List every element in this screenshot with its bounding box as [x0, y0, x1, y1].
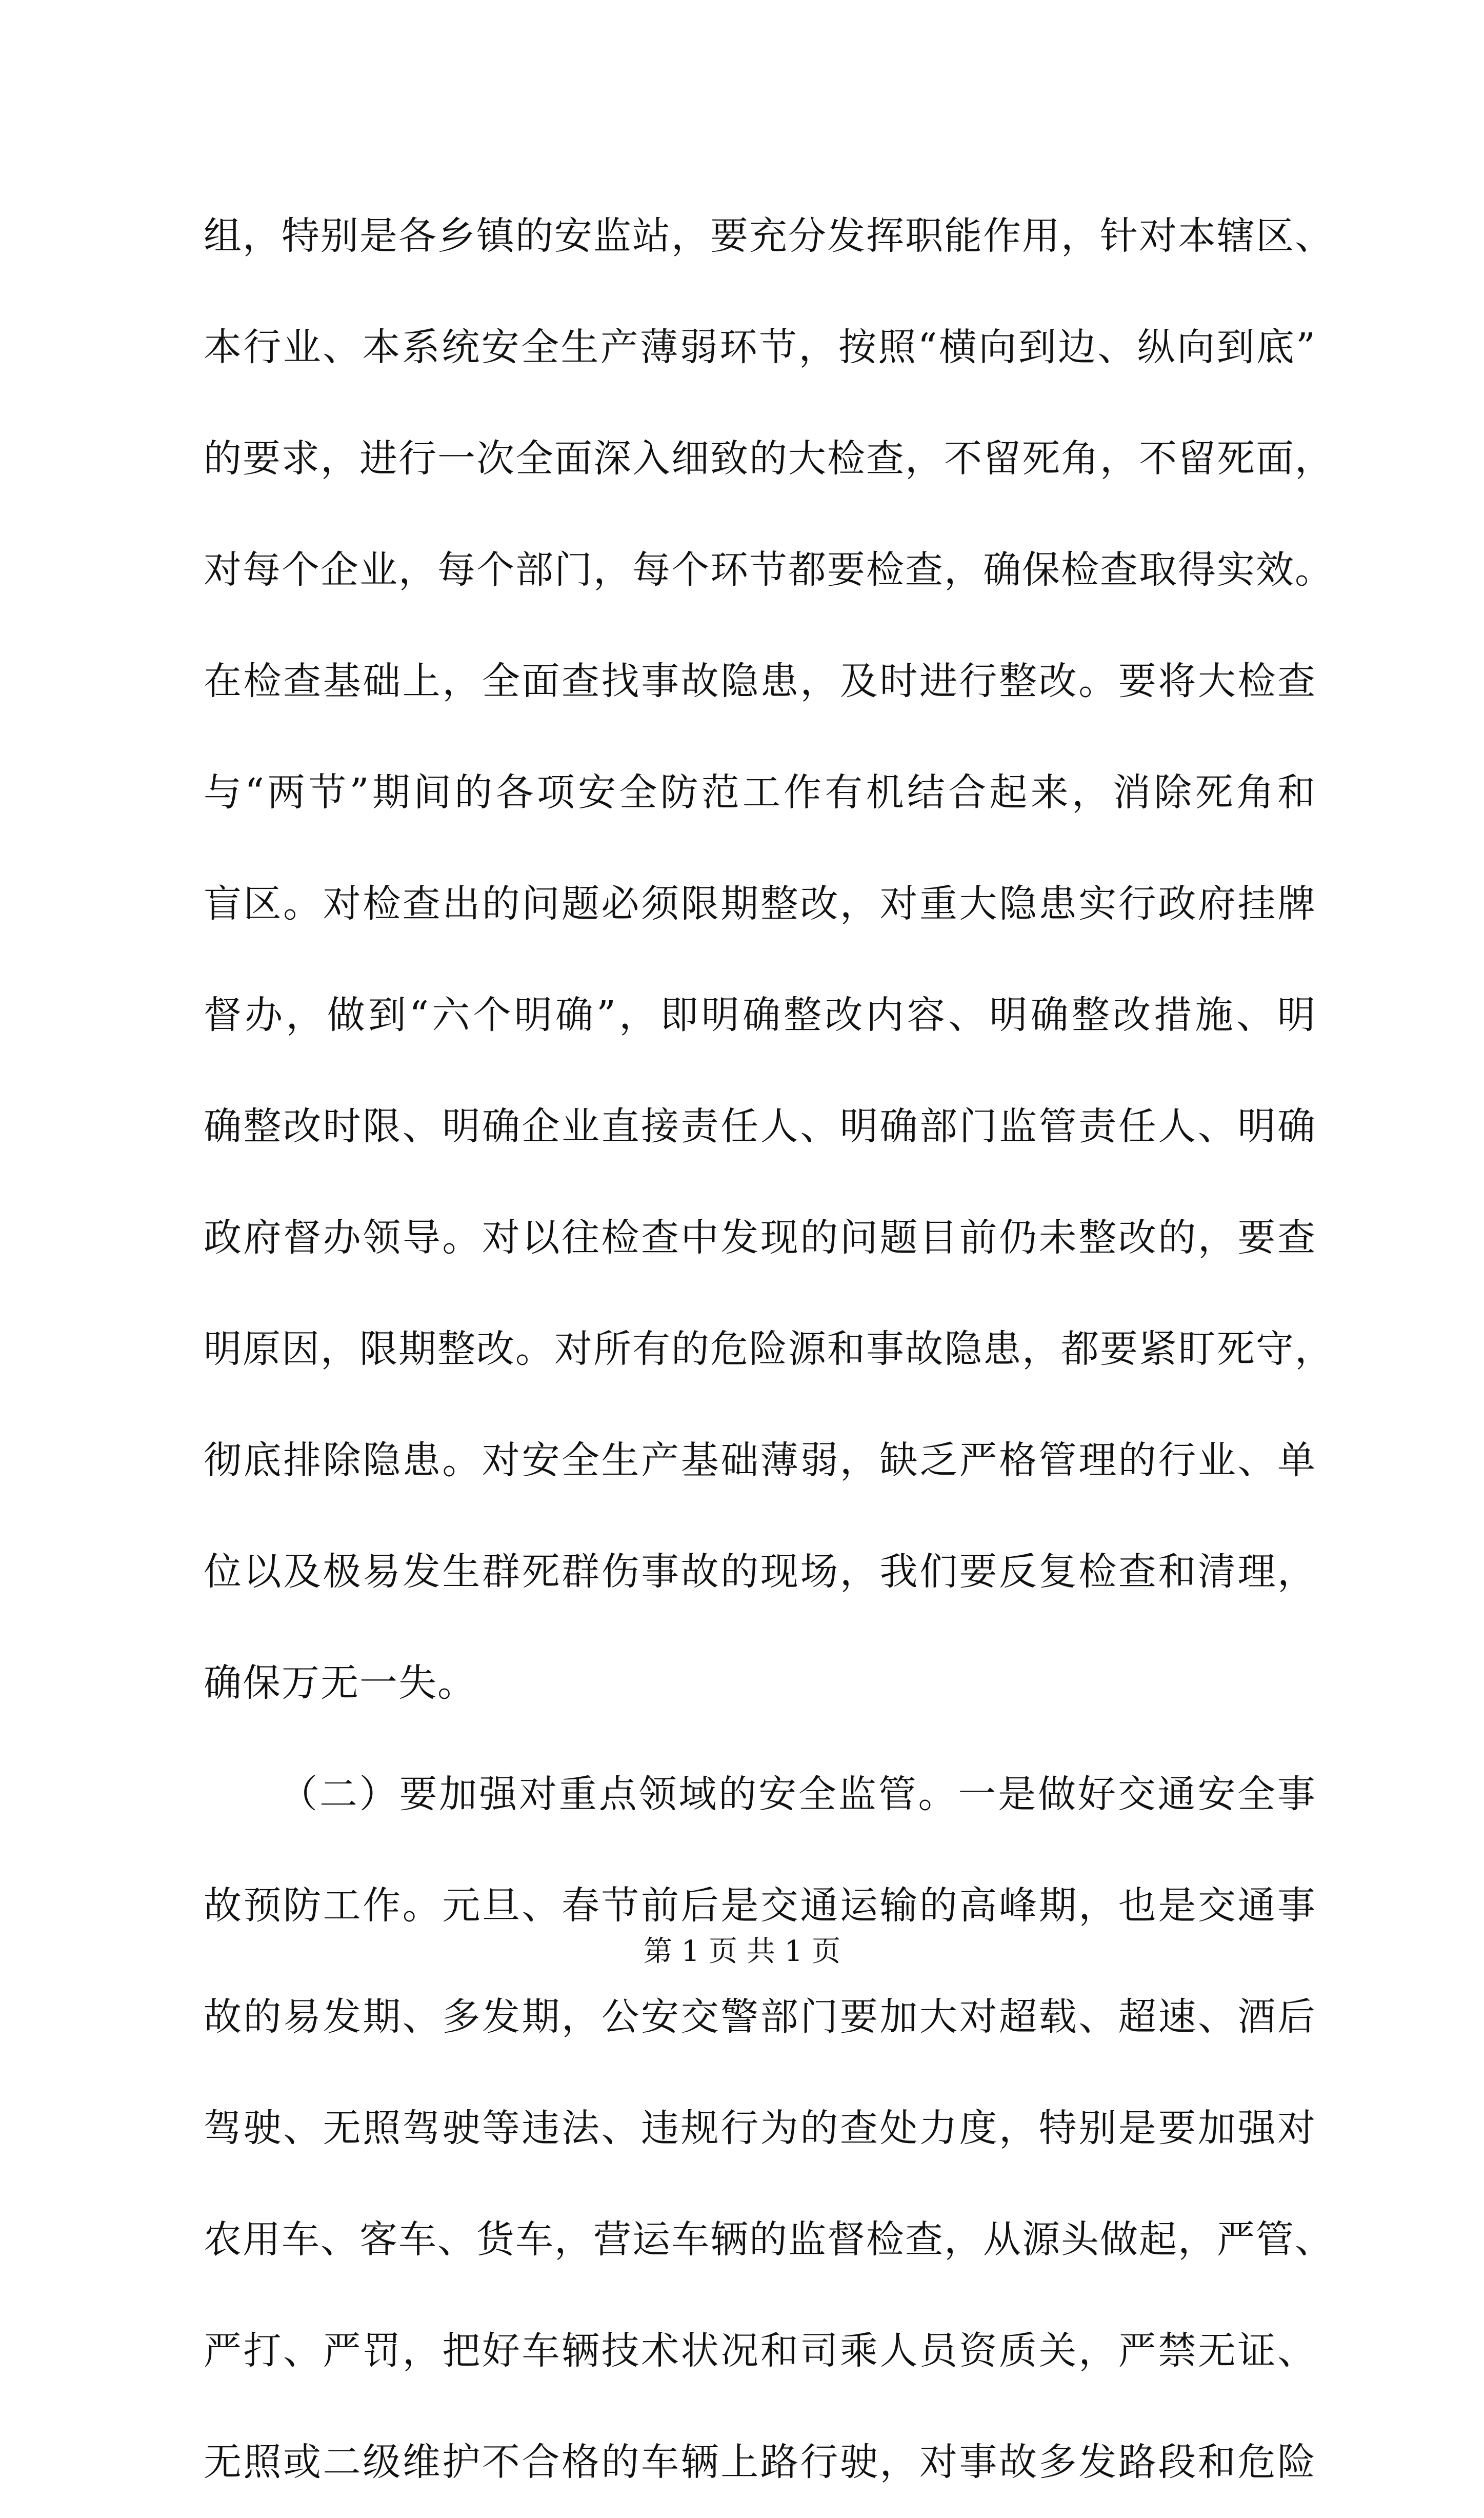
- text-line: 盲区。对检查出的问题必须限期整改，对重大隐患实行政府挂牌: [204, 882, 1316, 926]
- paragraph-1: [204, 181, 1334, 1739]
- text-line: 在检查基础上，全面查找事故隐患，及时进行整改。要将大检查: [204, 659, 1316, 703]
- text-line: 彻底排除隐患。对安全生产基础薄弱，缺乏严格管理的行业、单: [204, 1438, 1316, 1482]
- text-line: 组，特别是各乡镇的安监站，要充分发挥职能作用，针对本辖区、: [204, 214, 1334, 258]
- text-line: 驾驶、无照驾驶等违法、违规行为的查处力度，特别是要加强对: [204, 2106, 1316, 2150]
- text-line: 明原因，限期整改。对所有的危险源和事故隐患，都要紧盯死守，: [204, 1327, 1334, 1371]
- text-line: 督办，做到“六个明确”，即明确整改内容、明确整改措施、明: [204, 993, 1316, 1037]
- document-body: [204, 181, 1334, 2518]
- text-line: 严打、严罚，把好车辆技术状况和司乘人员资质关，严禁无证、: [204, 2329, 1316, 2373]
- text-line: （二）要加强对重点领域的安全监管。一是做好交通安全事: [279, 1772, 1316, 1816]
- text-line: 无照或二级维护不合格的车辆上路行驶，对事故多发路段和危险: [204, 2440, 1316, 2484]
- text-line: 确整改时限、明确企业直接责任人、明确部门监管责任人、明确: [204, 1104, 1316, 1148]
- text-line: 政府督办领导。对以往检查中发现的问题目前仍未整改的，要查: [204, 1216, 1316, 1260]
- text-line: 确保万无一失。: [204, 1661, 476, 1705]
- paragraph-2: [204, 1739, 1334, 2518]
- text-line: 故的易发期、多发期，公安交警部门要加大对超载、超速、酒后: [204, 1995, 1316, 2039]
- text-line: 农用车、客车、货车，营运车辆的监督检查，从源头做起，严管、: [204, 2217, 1334, 2262]
- page-footer: 第 1 页 共 1 页: [643, 1935, 841, 1968]
- text-line: 的要求，进行一次全面深入细致的大检查，不留死角，不留死面，: [204, 437, 1334, 481]
- text-line: 故预防工作。元旦、春节前后是交通运输的高峰期，也是交通事: [204, 1883, 1316, 1928]
- text-line: 对每个企业，每个部门，每个环节都要检查，确保检查取得实效。: [204, 548, 1334, 592]
- text-line: 位以及极易发生群死群伤事故的现场，我们要反复检查和清理，: [204, 1550, 1316, 1594]
- text-line: 与“两节”期间的各项安全防范工作有机结合起来，消除死角和: [204, 770, 1316, 815]
- text-line: 本行业、本系统安全生产薄弱环节，按照“横向到边、纵向到底”: [204, 325, 1316, 369]
